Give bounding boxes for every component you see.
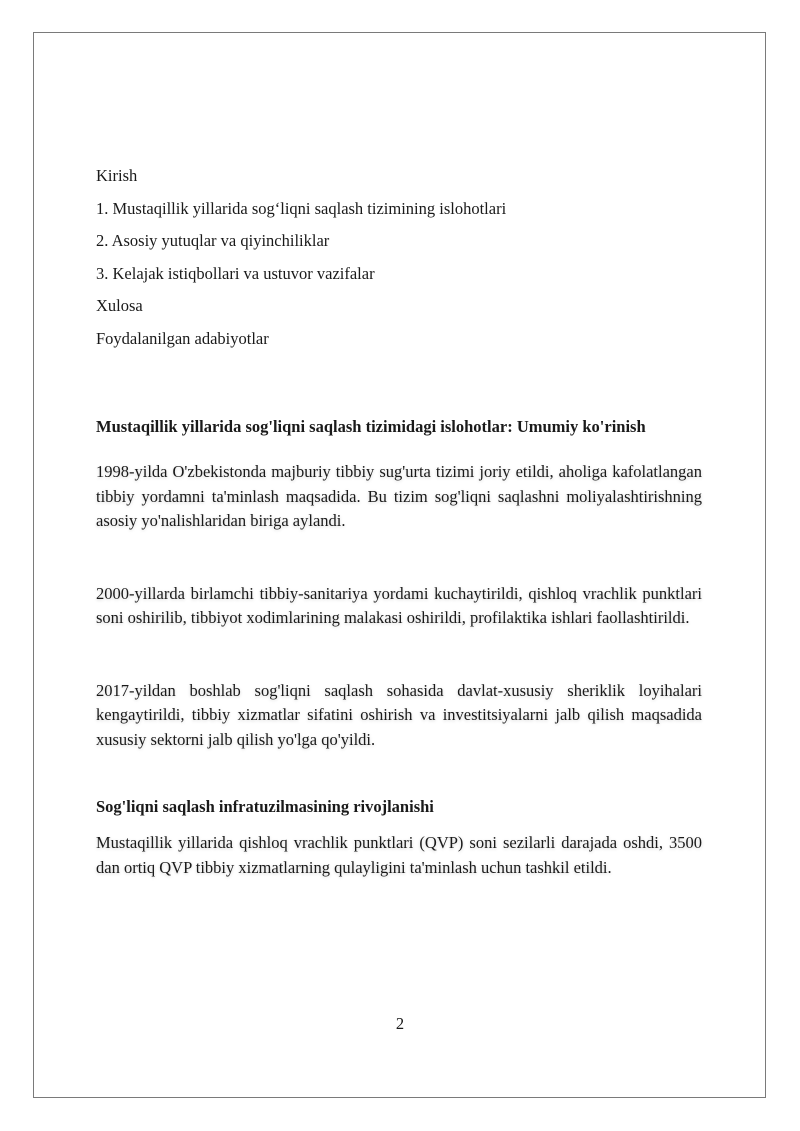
toc-item-2: 2. Asosiy yutuqlar va qiyinchiliklar xyxy=(96,231,330,250)
document-body xyxy=(96,160,702,880)
toc-item-3: 3. Kelajak istiqbollari va ustuvor vazifalar xyxy=(96,263,375,283)
paragraph-2000s-primary-care: 2000-yillarda birlamchi tibbiy-sanitariya yordami kuchaytirildi, qishloq vrachlik punktlari soni oshirilib, tibbiyot xodimlarining malakasi oshirildi, profilaktika ishlari faollashtirildi. xyxy=(96,583,702,627)
toc-item-conclusion: Xulosa xyxy=(96,296,143,315)
table-of-contents xyxy=(96,160,702,355)
toc-item-references: Foydalanilgan adabiyotlar xyxy=(96,328,269,348)
section-heading-infrastructure: Sog'liqni saqlash infratuzilmasining rivojlanishi xyxy=(96,797,434,816)
paragraph-2017-ppp: 2017-yildan boshlab sog'liqni saqlash sohasida davlat-xususiy sheriklik loyihalari kengaytirildi, tibbiy xizmatlar sifatini oshirish va investitsiyalarni jalb qilish maqsadida xususiy sektorni jalb qilish yo'lga qo'yildi. xyxy=(96,680,702,749)
section-heading-reforms: Mustaqillik yillarida sog'liqni saqlash tizimidagi islohotlar: Umumiy ko'rinish xyxy=(96,417,646,436)
page-number: 2 xyxy=(395,1014,405,1033)
toc-item-intro: Kirish xyxy=(96,166,138,185)
toc-item-1: 1. Mustaqillik yillarida sog‘liqni saqlash tizimining islohotlari xyxy=(96,198,507,218)
paragraph-1998-insurance: 1998-yilda O'zbekistonda majburiy tibbiy sug'urta tizimi joriy etildi, aholiga kafolatlangan tibbiy yordamni ta'minlash maqsadida. Bu tizim sog'liqni saqlashni moliyalashtirishning asosiy yo'nalishlaridan biriga aylandi. xyxy=(96,462,702,530)
paragraph-qvp: Mustaqillik yillarida qishloq vrachlik punktlari (QVP) soni sezilarli darajada oshdi, 3500 dan ortiq QVP tibbiy xizmatlarning qulayligini ta'minlash uchun tashkil etildi. xyxy=(96,833,702,877)
